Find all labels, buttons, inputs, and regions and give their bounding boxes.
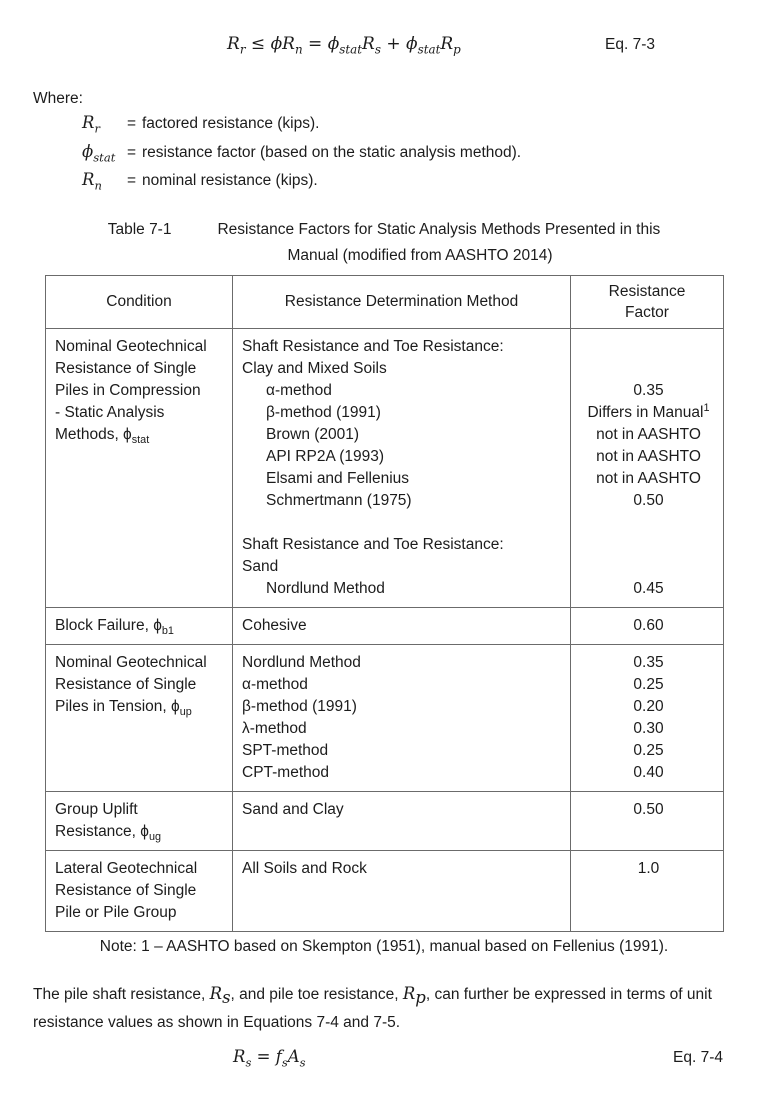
cell-condition: Nominal Geotechnical Resistance of Single Piles in Compression - Static Analysis Methods, $\phi_{stat}$ — [46, 328, 233, 607]
table-row — [46, 607, 724, 644]
cell-factor: 0.50 — [571, 791, 724, 850]
table-row — [46, 850, 724, 931]
header-condition: Condition — [46, 275, 233, 328]
definition-text: resistance factor (based on the static analysis method). — [142, 143, 522, 161]
table-caption-line1 — [0, 217, 768, 243]
header-factor — [571, 275, 724, 328]
cell-method: Shaft Resistance and Toe Resistance: Clay and Mixed Soils α-method β-method (1991) Brown (2001) API RP2A (1993) Elsami and Fellenius Schmertmann (1975) Shaft Resistance and Toe Resistance: Sand Nordlund Method — [233, 328, 571, 607]
cell-method: Sand and Clay — [233, 791, 571, 850]
table-caption-label: Table 7-1 — [107, 220, 172, 238]
equation-7-4-formula: $R_s = f_sA_s$ — [233, 1046, 306, 1069]
table-caption-line2: Manual (modified from AASHTO 2014) — [287, 246, 553, 264]
cell-method: Cohesive — [233, 607, 571, 644]
where-block — [33, 88, 768, 199]
definitions-list — [33, 113, 768, 199]
equation-7-3-formula: $R_r \le \phi R_n = \phi_{stat}R_s + \phi_{stat}R_p$ — [227, 34, 461, 57]
equals-sign: = — [127, 143, 137, 161]
cell-method: All Soils and Rock — [233, 850, 571, 931]
equals-sign: = — [127, 115, 137, 132]
cell-condition: Group Uplift Resistance, $\phi_{ug}$ — [46, 791, 233, 850]
table-row — [46, 644, 724, 791]
cell-factor: 0.35 0.25 0.20 0.30 0.25 0.40 — [571, 644, 724, 791]
table-body — [46, 328, 724, 931]
definition-symbol: $R_n$ — [82, 170, 102, 193]
definition-symbol: $R_r$ — [82, 113, 100, 136]
table-row — [46, 791, 724, 850]
equation-7-4-row — [0, 1047, 768, 1073]
equation-7-3-row — [0, 34, 768, 60]
body-paragraph: The pile shaft resistance, $R_s$, and pile toe resistance, $R_p$, can further be expressed in terms of unit resistance values as shown in Equations 7-4 and 7-5. — [33, 983, 712, 1031]
equation-7-3-label: Eq. 7-3 — [605, 36, 655, 53]
definition-row — [33, 170, 768, 199]
header-factor-text: Resistance Factor — [608, 282, 686, 321]
header-method: Resistance Determination Method — [233, 275, 571, 328]
cell-condition: Lateral Geotechnical Resistance of Single Pile or Pile Group — [46, 850, 233, 931]
definition-text: factored resistance (kips). — [142, 115, 320, 132]
table-caption — [0, 217, 768, 269]
cell-factor: 0.60 — [571, 607, 724, 644]
equation-7-4-label: Eq. 7-4 — [673, 1048, 723, 1066]
cell-condition: Nominal Geotechnical Resistance of Single Piles in Tension, $\phi_{up}$ — [46, 644, 233, 791]
definition-text: nominal resistance (kips). — [142, 172, 318, 189]
table-note: Note: 1 – AASHTO based on Skempton (1951), manual based on Fellenius (1991). — [99, 937, 669, 955]
table-header-row — [46, 275, 724, 328]
equals-sign: = — [127, 172, 137, 189]
definition-symbol: $\phi_{stat}$ — [82, 141, 116, 164]
cell-factor: 0.35 Differs in Manual$^1$ not in AASHTO not in AASHTO not in AASHTO 0.50 0.45 — [571, 328, 724, 607]
cell-condition: Block Failure, $\phi_{b1}$ — [46, 607, 233, 644]
where-label: Where: — [33, 90, 83, 107]
resistance-factors-table — [45, 275, 724, 932]
document-page — [0, 34, 768, 1105]
definition-row — [33, 113, 768, 142]
cell-method: Nordlund Method α-method β-method (1991) λ-method SPT-method CPT-method — [233, 644, 571, 791]
cell-factor: 1.0 — [571, 850, 724, 931]
definition-row — [33, 142, 768, 171]
table-row — [46, 328, 724, 607]
table-caption-title: Resistance Factors for Static Analysis Methods Presented in this — [217, 220, 661, 238]
